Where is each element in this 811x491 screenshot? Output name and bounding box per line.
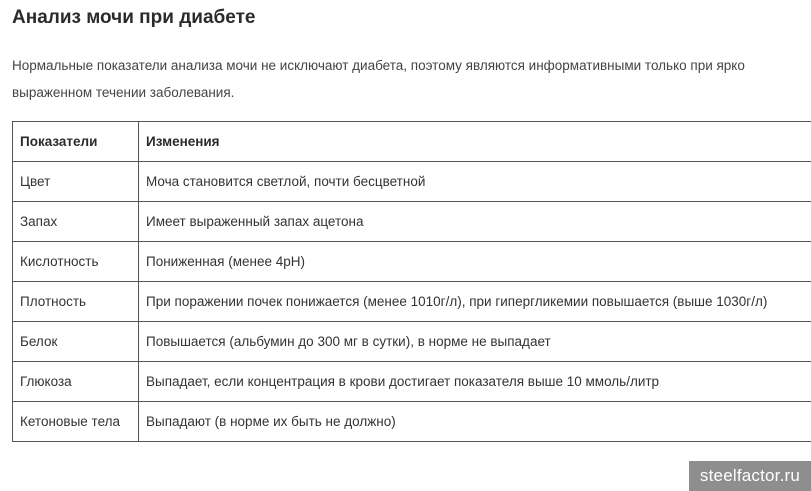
table-row [13,282,811,322]
change-cell: Моча становится светлой, почти бесцветной [139,162,811,202]
indicator-cell: Цвет [13,162,139,202]
table-row [13,242,811,282]
change-cell: Пониженная (менее 4рН) [139,242,811,282]
table-row [13,162,811,202]
table-row [13,362,811,402]
table-row [13,322,811,362]
page-title: Анализ мочи при диабете [12,7,256,28]
indicator-cell: Кетоновые тела [13,402,139,442]
table-header-row [13,122,811,162]
column-header-changes: Изменения [139,122,811,162]
indicator-cell: Плотность [13,282,139,322]
change-cell: При поражении почек понижается (менее 1010г/л), при гипергликемии повышается (выше 1030г/л) [139,282,811,322]
indicator-cell: Белок [13,322,139,362]
site-watermark: steelfactor.ru [689,461,811,491]
indicator-cell: Глюкоза [13,362,139,402]
table-row [13,402,811,442]
indicator-cell: Кислотность [13,242,139,282]
column-header-indicator: Показатели [13,122,139,162]
urine-analysis-table [12,121,811,442]
change-cell: Выпадают (в норме их быть не должно) [139,402,811,442]
change-cell: Выпадает, если концентрация в крови достигает показателя выше 10 ммоль/литр [139,362,811,402]
intro-paragraph: Нормальные показатели анализа мочи не исключают диабета, поэтому являются информативными только при ярко выраженном течении заболевания. [12,58,745,100]
change-cell: Повышается (альбумин до 300 мг в сутки), в норме не выпадает [139,322,811,362]
table-row [13,202,811,242]
change-cell: Имеет выраженный запах ацетона [139,202,811,242]
indicator-cell: Запах [13,202,139,242]
